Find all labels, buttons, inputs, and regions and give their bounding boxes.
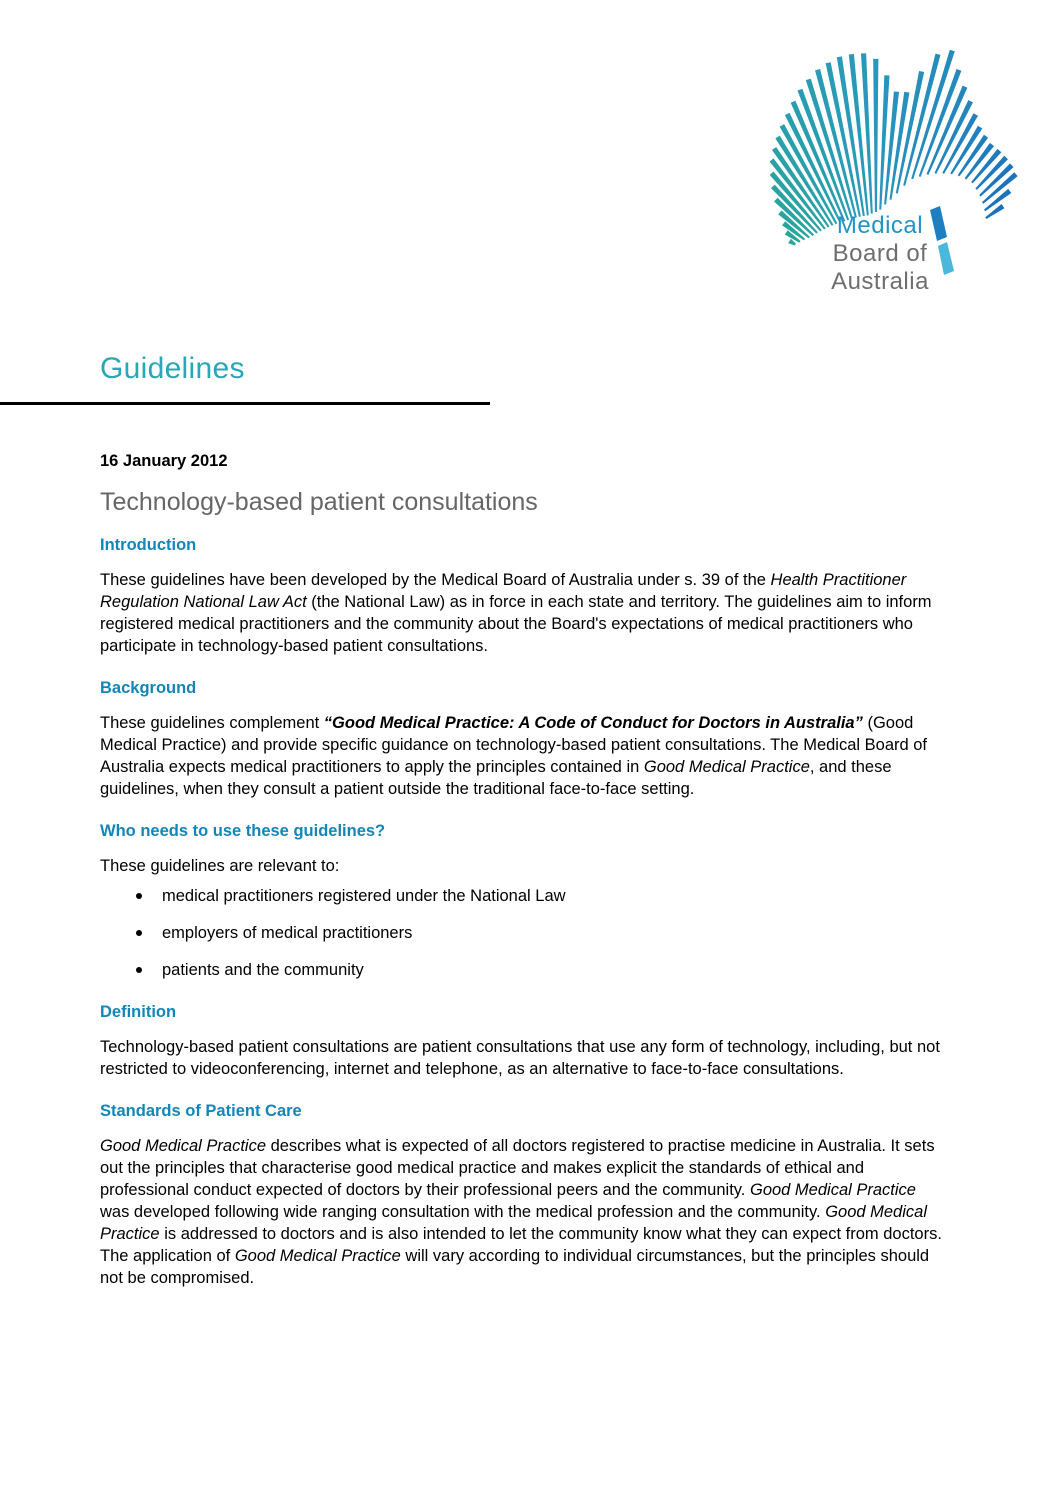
- background-paragraph: These guidelines complement “Good Medical Practice: A Code of Conduct for Doctors in Australia” (Good Medical Practice) and provide specific guidance on technology-based patient consultations. The Medical Board of Australia expects medical practitioners to apply the principles contained in Good Medical Practice, and these guidelines, when they consult a patient outside the traditional face-to-face setting.: [100, 714, 928, 798]
- doc-title: Technology-based patient consultations: [100, 488, 538, 516]
- definition-paragraph: Technology-based patient consultations are patient consultations that use any form of technology, including, but not restricted to videoconferencing, internet and telephone, as an alternative to face-to-face consultations.: [100, 1038, 940, 1078]
- section-heading-standards: Standards of Patient Care: [100, 1102, 302, 1120]
- bullet-item-patients: patients and the community: [100, 959, 946, 981]
- who-needs-bullet-list: [100, 885, 946, 981]
- introduction-paragraph: These guidelines have been developed by the Medical Board of Australia under s. 39 of the Health Practitioner Regulation National Law Act (the National Law) as in force in each state and territory. The guidelines aim to inform registered medical practitioners and the community about the Board's expectations of medical practitioners who participate in technology-based patient consultations.: [100, 571, 932, 655]
- section-heading-definition: Definition: [100, 1003, 177, 1021]
- title-rule: [0, 402, 490, 405]
- logo-line-board-of: Board of: [832, 240, 928, 267]
- bullet-item-practitioners: medical practitioners registered under the National Law: [100, 885, 946, 907]
- banner-title: Guidelines: [100, 352, 245, 385]
- section-heading-who-needs: Who needs to use these guidelines?: [100, 822, 386, 840]
- section-heading-introduction: Introduction: [100, 536, 197, 554]
- section-heading-background: Background: [100, 679, 197, 697]
- logo-line-australia: Australia: [831, 268, 929, 295]
- who-needs-lead: These guidelines are relevant to:: [100, 857, 340, 875]
- bullet-item-employers: employers of medical practitioners: [100, 922, 946, 944]
- doc-date: 16 January 2012: [100, 452, 228, 470]
- logo-line-medical: Medical: [836, 212, 924, 239]
- standards-paragraph: Good Medical Practice describes what is expected of all doctors registered to practise medicine in Australia. It sets out the principles that characterise good medical practice and makes explicit the standards of ethical and professional conduct expected of doctors by their professional peers and the community. Good Medical Practice was developed following wide ranging consultation with the medical profession and the community. Good Medical Practice is addressed to doctors and is also intended to let the community know what they can expect from doctors. The application of Good Medical Practice will vary according to individual circumstances, but the principles should not be compromised.: [100, 1137, 942, 1287]
